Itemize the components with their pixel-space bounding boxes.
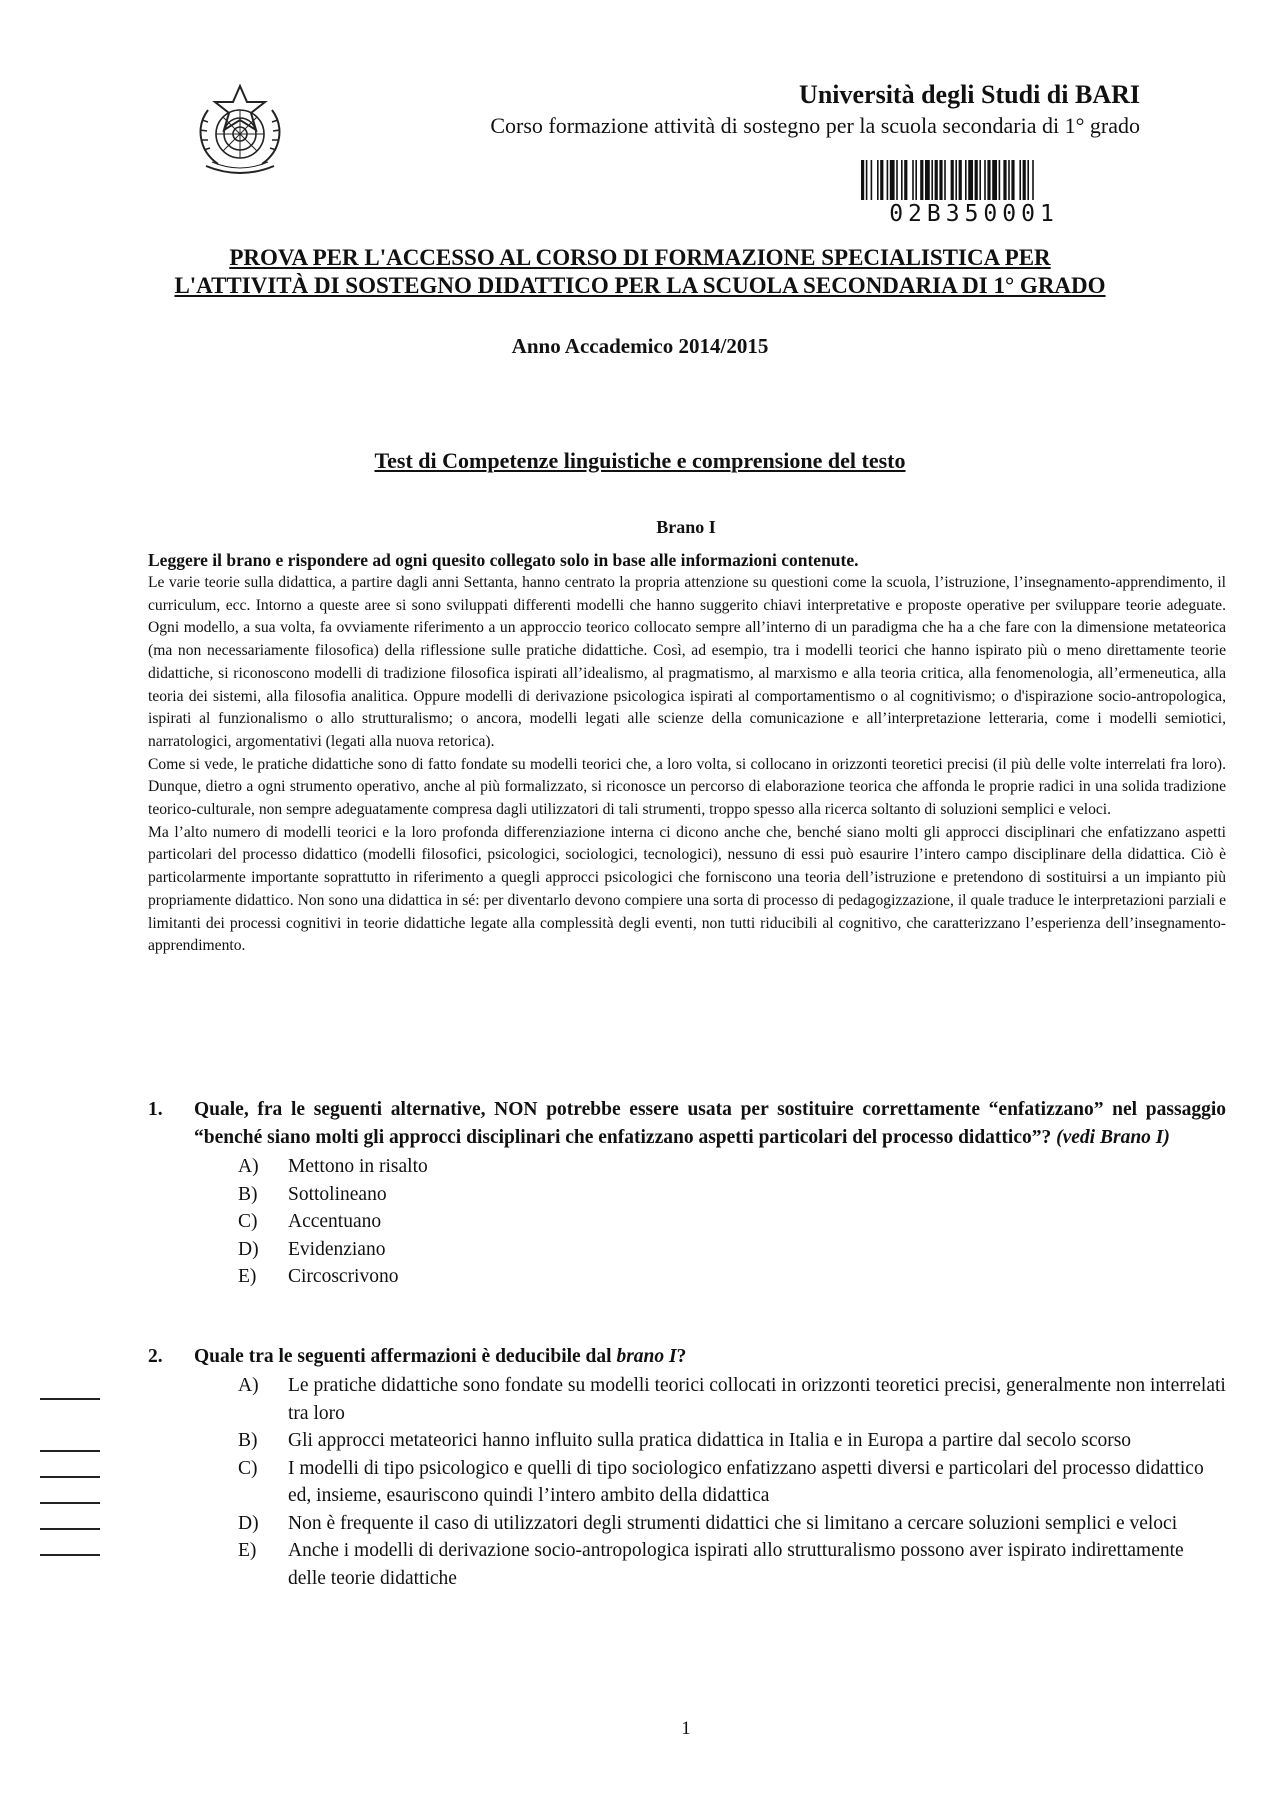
answer-option-a[interactable] [238,1372,1226,1427]
barcode-bar [896,160,898,200]
test-title: Test di Competenze linguistiche e comprensione del testo [374,448,906,473]
barcode-bar [959,160,962,200]
barcode-bar [955,160,957,200]
barcode-bar [939,160,942,200]
barcode-bar [931,160,933,200]
answer-option-e[interactable] [238,1263,1226,1291]
option-letter: D) [238,1238,259,1260]
option-letter: A) [238,1156,259,1177]
question-number: 2. [148,1346,163,1367]
option-text: Anche i modelli di derivazione socio-antropologica ispirati allo strutturalismo possono aver ispirato indirettamente delle teorie didattiche [288,1540,1184,1589]
answer-options [148,1372,1226,1592]
barcode-bar [890,160,895,200]
passage-instruction: Leggere il brano e rispondere ad ogni quesito collegato solo in base alle informazioni contenute. [148,550,859,570]
question-text-italic: brano I [616,1346,677,1367]
barcode-bar [965,160,967,200]
barcode-bar [887,160,889,200]
barcode-bar [984,160,986,200]
option-letter: B) [238,1430,258,1451]
question-text [194,1343,1226,1371]
answer-line [40,1554,100,1556]
exam-title-line2: L'ATTIVITÀ DI SOSTEGNO DIDATTICO PER LA SCUOLA SECONDARIA DI 1° GRADO [174,273,1106,298]
question-2 [148,1343,1226,1592]
passage-paragraph-2: Come si vede, le pratiche didattiche sono di fatto fondate su modelli teorici che, a loro volta, si collocano in orizzonti teoretici precisi (il più delle volte interrelati fra loro). Dunque, dietro a ogni strumento operativo, anche al più formalizzato, si riconosce un percorso di elaborazione teorica che affonda le proprie radici in una solida tradizione teorico-culturale, non sempre adeguatamente compresa dagli utilizzatori di tali strumenti, troppo spesso alla ricerca soltanto di soluzioni semplici e veloci. [148,755,1226,819]
university-name: Università degli Studi di BARI [799,80,1140,109]
barcode-bar [925,160,930,200]
question-number: 1. [148,1099,163,1120]
barcode-bar [968,160,973,200]
passage-paragraph-1: Le varie teorie sulla didattica, a partire dagli anni Settanta, hanno centrato la propria attenzione su questioni come la scuola, l’istruzione, l’insegnamento-apprendimento, il curriculum, ecc. Intorno a queste aree si sono sviluppati differenti modelli che hanno suggerito chiavi interpretative e proposte operative per sviluppare teorie adeguate. Ogni modello, a sua volta, fa ovviamente riferimento a un approccio teorico collocato sempre all’interno di un paradigma che ha a che fare con la dimensione metateorica (ma non necessariamente filosofica) della riflessione sulle pratiche didattiche. Così, ad esempio, tra i modelli teorici che hanno ispirato più o meno direttamente teorie didattiche, si riconoscono modelli di tradizione filosofica ispirati all’idealismo, al pragmatismo, al marxismo e alla teoria critica, alla fenomenologia, all’ermeneutica, alla teoria dei sistemi, alla filosofia analitica. Oppure modelli di derivazione psicologica ispirati al comportamentismo o al cognitivismo; o d'ispirazione socio-antropologica, ispirati al funzionalismo o allo strutturalismo; o ancora, modelli legati alle scienze della comunicazione e all’interpretazione letteraria, come i modelli semiotici, narratologici, argomentativi (legati alla nuova retorica). [148,574,1226,750]
barcode-bars-icon [861,160,1087,200]
answer-line [40,1398,100,1400]
barcode [861,160,1087,226]
option-letter: A) [238,1375,259,1396]
option-letter: B) [238,1183,258,1205]
italian-republic-emblem-icon [188,80,292,180]
barcode-bar [915,160,917,200]
barcode-bar [944,160,946,200]
course-name: Corso formazione attività di sostegno per la scuola secondaria di 1° grado [490,113,1140,138]
option-letter: E) [238,1266,257,1287]
answer-option-a[interactable] [238,1153,1226,1181]
barcode-bar [999,160,1001,200]
barcode-bar [904,160,907,200]
barcode-bar [935,160,938,200]
option-letter: C) [238,1457,258,1479]
option-text: Circoscrivono [288,1266,399,1287]
barcode-bar [987,160,990,200]
option-text: Evidenziano [288,1238,386,1260]
option-letter: D) [238,1512,259,1534]
answer-line [40,1476,100,1478]
barcode-bar [871,160,873,200]
barcode-bar [901,160,903,200]
barcode-bar [877,160,879,200]
option-text: Non è frequente il caso di utilizzatori degli strumenti didattici che si limitano a cercare soluzioni semplici e veloci [288,1512,1178,1534]
academic-year: Anno Accademico 2014/2015 [511,334,769,358]
barcode-number: 02B350001 [889,201,1059,227]
barcode-bar [861,160,864,200]
answer-option-b[interactable] [238,1427,1226,1455]
answer-line [40,1450,100,1452]
answer-option-c[interactable] [238,1455,1226,1510]
passage-heading: Brano I [656,517,716,537]
barcode-bar [866,160,868,200]
exam-title [100,244,1180,300]
barcode-bar [1019,160,1021,200]
barcode-bar [992,160,997,200]
option-text: Sottolineano [288,1183,387,1205]
option-text: Accentuano [288,1211,382,1232]
barcode-bar [951,160,954,200]
barcode-bar [912,160,914,200]
barcode-bar [975,160,978,200]
barcode-bar [1003,160,1006,200]
barcode-bar [979,160,981,200]
answer-line [40,1528,100,1530]
page-number: 1 [681,1718,691,1739]
option-text: Gli approcci metateorici hanno influito sulla pratica didattica in Italia e in Europa a partire dal secolo scorso [288,1430,1132,1451]
answer-option-b[interactable] [238,1181,1226,1209]
answer-option-d[interactable] [238,1236,1226,1264]
barcode-bar [1032,160,1034,200]
barcode-bar [920,160,923,200]
option-text: I modelli di tipo psicologico e quelli di tipo sociologico enfatizzano aspetti diversi e particolari del processo didattico ed, insieme, esauriscono quindi l’intero ambito della didattica [288,1457,1204,1506]
answer-option-c[interactable] [238,1208,1226,1236]
answer-line [40,1502,100,1504]
barcode-bar [1008,160,1010,200]
answer-option-d[interactable] [238,1510,1226,1538]
option-text: Mettono in risalto [288,1156,428,1177]
question-text-body: Quale, fra le seguenti alternative, NON potrebbe essere usata per sostituire correttamente “enfatizzano” nel passaggio “benché siano molti gli approcci disciplinari che enfatizzano aspetti particolari del processo didattico”? [194,1099,1226,1148]
question-1 [148,1096,1226,1291]
question-text-end: ? [676,1346,687,1367]
barcode-bar [1011,160,1014,200]
barcode-bar [1023,160,1026,200]
question-text [194,1096,1226,1152]
option-letter: C) [238,1211,258,1232]
barcode-bar [1027,160,1029,200]
exam-title-line1: PROVA PER L'ACCESSO AL CORSO DI FORMAZIONE SPECIALISTICA PER [229,245,1051,270]
reading-passage [148,548,1226,958]
option-text: Le pratiche didattiche sono fondate su modelli teorici collocati in orizzonti teoretici precisi, generalmente non interrelati tra loro [288,1375,1226,1424]
option-letter: E) [238,1540,257,1561]
question-text-body: Quale tra le seguenti affermazioni è deducibile dal [194,1346,617,1367]
passage-paragraph-3: Ma l’alto numero di modelli teorici e la loro profonda differenziazione interna ci dicono anche che, benché siano molti gli approcci disciplinari che enfatizzano aspetti particolari del processo didattico (modelli filosofici, psicologici, sociologici, tecnologici), nessuno di essi può esaurire l’intero campo disciplinare della didattica. Ciò è particolarmente importante soprattutto in riferimento a quegli approcci psicologici che forniscono una teoria dell’istruzione e pretendono di sostituirsi a un impianto più propriamente didattico. Non sono una didattica in sé: per diventarlo devono compiere una sorta di processo di pedagogizzazione, il quale traduce le interpretazioni parziali e limitanti dei processi cognitivi in teorie didattiche legate alla complessità degli eventi, non tutti riducibili al cognitivo, che caratterizzano l’esperienza dell’insegnamento-apprendimento. [148,823,1226,955]
answer-option-e[interactable] [238,1537,1226,1592]
answer-options [148,1153,1226,1291]
question-reference: (vedi Brano I) [1056,1127,1170,1148]
barcode-bar [880,160,883,200]
document-header [340,78,1140,140]
